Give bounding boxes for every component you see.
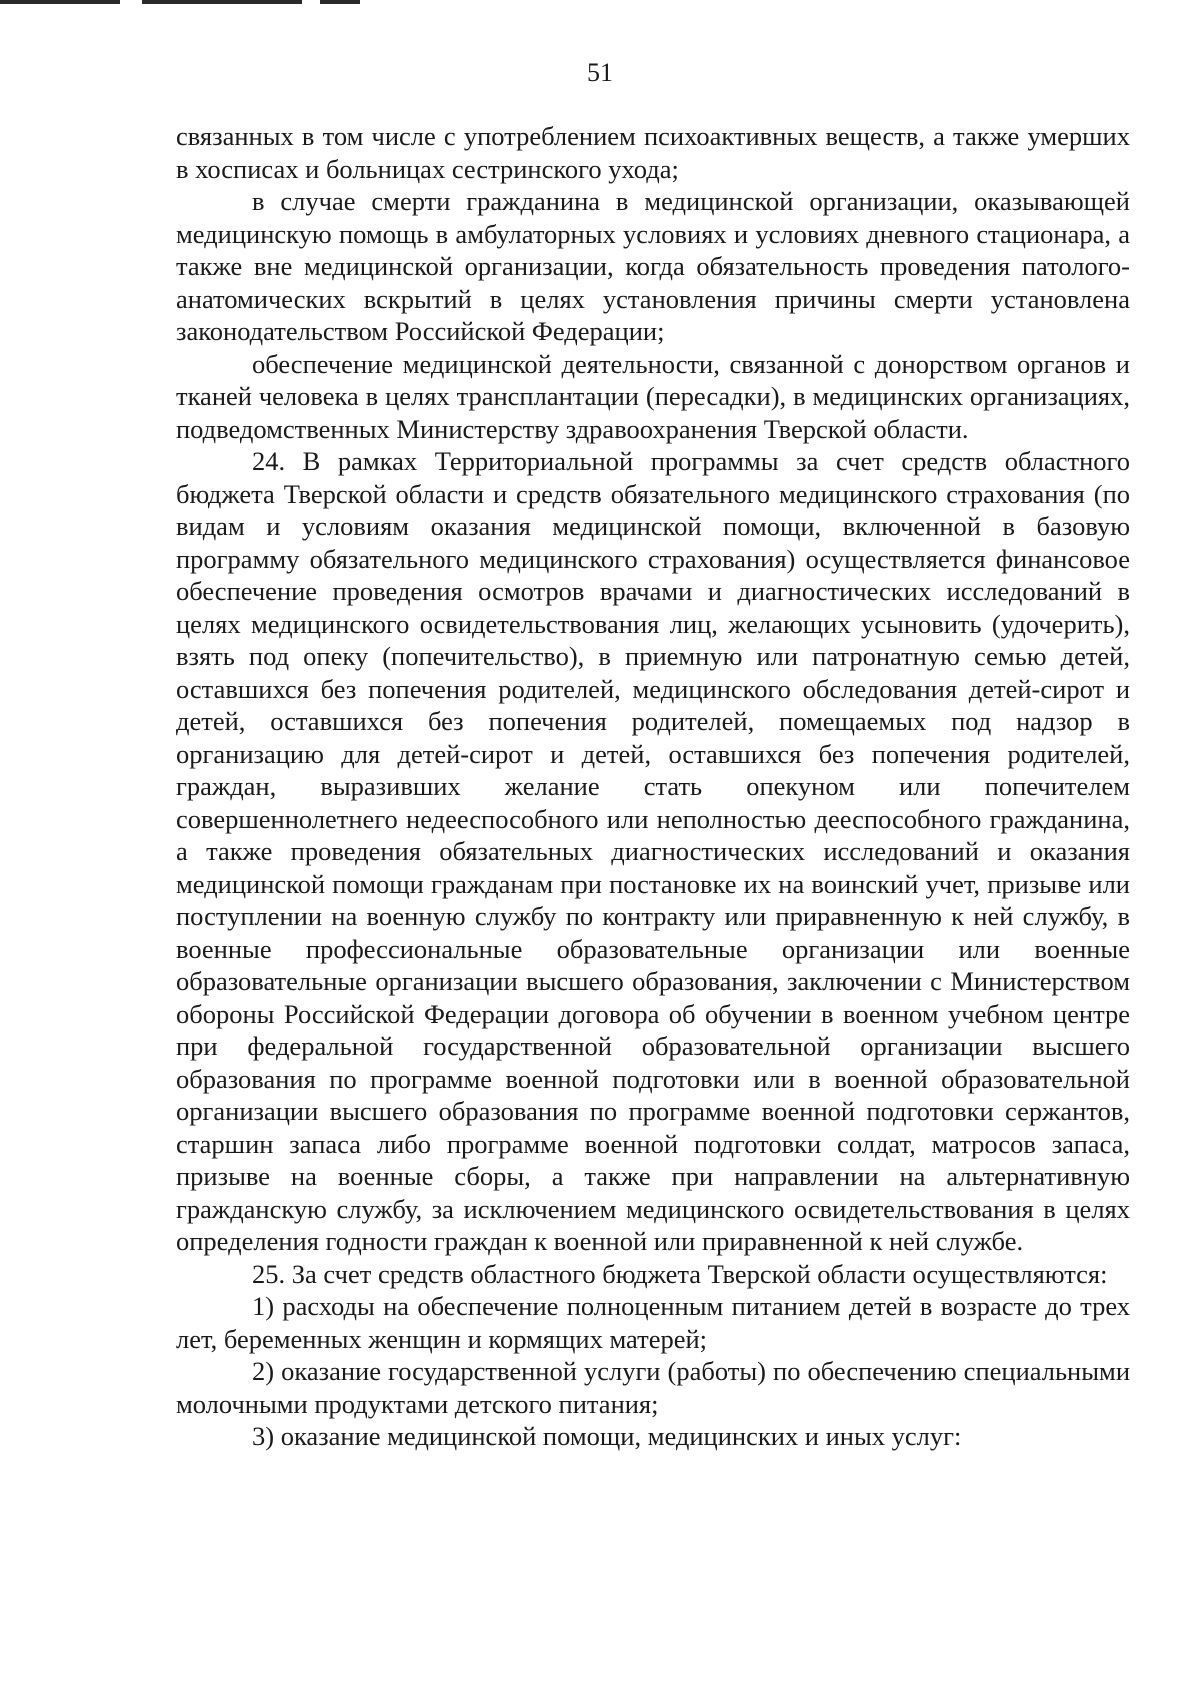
paragraph: 24. В рамках Территориальной программы за счет средств областного бюджета Тверской области и средств обязательного медицинского страхования (по видам и условиям оказания медицинской помощи, включенной в базовую программу обязательного медицинского страхования) осуществляется финансовое обеспечение проведения осмотров врачами и диагностических исследований в целях медицинского освидетельствования лиц, желающих усыновить (удочерить), взять под опеку (попечительство), в приемную или патронатную семью детей, оставшихся без попечения родителей, медицинского обследования детей-сирот и детей, оставшихся без попечения родителей, помещаемых под надзор в организацию для детей-сирот и детей, оставшихся без попечения родителей, граждан, выразивших желание стать опекуном или попечителем совершеннолетнего недееспособного или неполностью дееспособного гражданина, а также проведения обязательных диагностических исследований и оказания медицинской помощи гражданам при постановке их на воинский учет, призыве или поступлении на военную службу по контракту или приравненную к ней службу, в военные профессиональные образовательные организации или военные образовательные организации высшего образования, заключении с Министерством обороны Российской Федерации договора об обучении в военном учебном центре при федеральной государственной образовательной организации высшего образования по программе военной подготовки или в военной образовательной организации высшего образования по программе военной подготовки сержантов, старшин запаса либо программе военной подготовки солдат, матросов запаса, призыве на военные сборы, а также при направлении на альтернативную гражданскую службу, за исключением медицинского освидетельствования в целях определения годности граждан к военной или приравненной к ней службе. bbox=[176, 446, 1130, 1256]
paragraph: 25. За счет средств областного бюджета Тверской области осуществляются: bbox=[252, 1258, 1108, 1289]
paragraph: 1) расходы на обеспечение полноценным питанием детей в возрасте до трех лет, беременных женщин и кормящих матерей; bbox=[176, 1291, 1130, 1354]
document-body bbox=[176, 120, 1130, 1453]
page-number: 51 bbox=[587, 58, 613, 87]
paragraph: обеспечение медицинской деятельности, связанной с донорством органов и тканей человека в целях трансплантации (пересадки), в медицинских организациях, подведомственных Министерству здравоохранения Тверской области. bbox=[176, 348, 1130, 444]
paragraph: связанных в том числе с употреблением психоактивных веществ, а также умерших в хосписах и больницах сестринского ухода; bbox=[176, 121, 1130, 184]
scan-edge-mark bbox=[0, 0, 120, 4]
scan-edge-mark bbox=[142, 0, 302, 4]
paragraph: в случае смерти гражданина в медицинской организации, оказывающей медицинскую помощь в амбулаторных условиях и условиях дневного стационара, а также вне медицинской организации, когда обязательность проведения патолого-анатомических вскрытий в целях установления причины смерти установлена законодательством Российской Федерации; bbox=[176, 186, 1130, 346]
paragraph: 2) оказание государственной услуги (работы) по обеспечению специальными молочными продуктами детского питания; bbox=[176, 1356, 1130, 1419]
scan-edge-mark bbox=[320, 0, 360, 4]
paragraph: 3) оказание медицинской помощи, медицинских и иных услуг: bbox=[252, 1421, 962, 1451]
